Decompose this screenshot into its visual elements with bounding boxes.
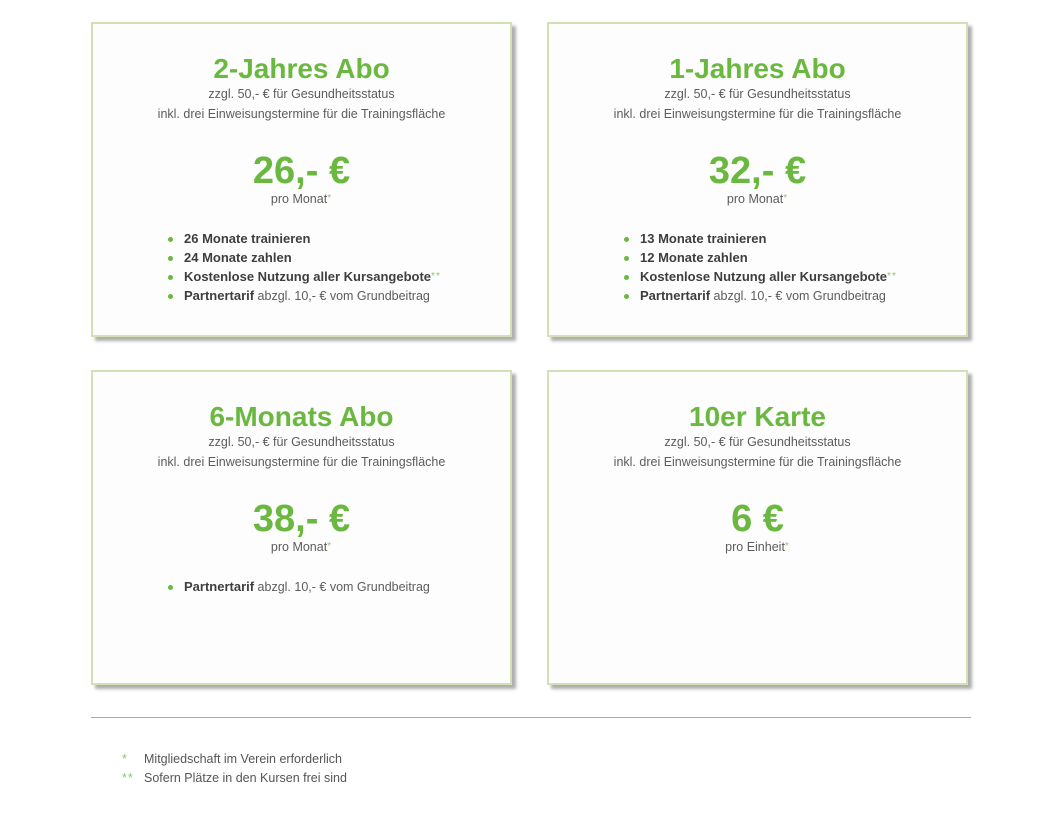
feature-list <box>624 229 897 306</box>
plan-title: 1-Jahres Abo <box>669 53 846 84</box>
bullet-icon <box>624 256 629 261</box>
feature-item <box>624 248 897 267</box>
plan-price: 6 € <box>731 498 784 540</box>
plan-price-unit <box>93 191 510 207</box>
plan-title: 6-Monats Abo <box>209 401 394 432</box>
bullet-icon <box>168 256 173 261</box>
footnote-mark: ** <box>122 771 134 785</box>
feature-item <box>624 267 897 286</box>
plan-fee-note: zzgl. 50,- € für Gesundheitsstatus <box>208 87 395 101</box>
plan-title: 10er Karte <box>689 401 826 432</box>
feature-bold: Kostenlose Nutzung aller Kursangebote <box>184 269 432 284</box>
footnote-mark: * <box>327 541 333 552</box>
feature-item <box>168 267 441 286</box>
feature-detail: abzgl. 10,- € vom Grundbeitrag <box>710 289 886 303</box>
footnote-mark: ** <box>887 271 897 282</box>
price-unit-text: pro Monat <box>270 192 328 206</box>
plan-included-note: inkl. drei Einweisungstermine für die Trainingsfläche <box>157 455 446 469</box>
footnote-course-availability <box>122 770 347 786</box>
footnote-mark: ** <box>431 271 441 282</box>
pricing-card-10er-karte <box>547 370 968 685</box>
plan-fee-note: zzgl. 50,- € für Gesundheitsstatus <box>664 435 851 449</box>
pricing-card-6-monats-abo <box>91 370 512 685</box>
feature-item <box>624 229 897 248</box>
bullet-icon <box>624 294 629 299</box>
plan-included-note: inkl. drei Einweisungstermine für die Trainingsfläche <box>157 107 446 121</box>
price-unit-text: pro Einheit <box>725 540 785 554</box>
feature-bold: 24 Monate zahlen <box>184 250 292 265</box>
plan-price-unit <box>549 539 966 555</box>
feature-item <box>624 286 897 306</box>
pricing-card-1-jahres-abo <box>547 22 968 337</box>
feature-bold: Kostenlose Nutzung aller Kursangebote <box>640 269 888 284</box>
feature-detail: abzgl. 10,- € vom Grundbeitrag <box>254 580 430 594</box>
feature-list <box>168 577 430 597</box>
plan-price-unit <box>93 539 510 555</box>
bullet-icon <box>168 275 173 280</box>
feature-bold: Partnertarif <box>184 579 255 594</box>
footnote-membership <box>122 751 342 767</box>
feature-bold: 12 Monate zahlen <box>640 250 748 265</box>
footnote-mark: * <box>327 193 333 204</box>
plan-price-unit <box>549 191 966 207</box>
feature-item <box>168 577 430 597</box>
plan-price: 38,- € <box>252 498 351 540</box>
footnote-mark: * <box>122 752 128 766</box>
pricing-card-2-jahres-abo <box>91 22 512 337</box>
feature-list <box>168 229 441 306</box>
bullet-icon <box>168 237 173 242</box>
plan-included-note: inkl. drei Einweisungstermine für die Trainingsfläche <box>613 455 902 469</box>
plan-fee-note: zzgl. 50,- € für Gesundheitsstatus <box>664 87 851 101</box>
price-unit-text: pro Monat <box>270 540 328 554</box>
feature-bold: 13 Monate trainieren <box>640 231 767 246</box>
plan-price: 32,- € <box>708 150 807 192</box>
footnote-text: Sofern Plätze in den Kursen frei sind <box>144 771 347 785</box>
footnote-mark: * <box>783 193 789 204</box>
plan-title: 2-Jahres Abo <box>213 53 390 84</box>
feature-item <box>168 248 441 267</box>
plan-price: 26,- € <box>252 150 351 192</box>
bullet-icon <box>168 585 173 590</box>
feature-bold: Partnertarif <box>640 288 711 303</box>
footnote-divider <box>91 717 971 718</box>
plan-included-note: inkl. drei Einweisungstermine für die Trainingsfläche <box>613 107 902 121</box>
feature-detail: abzgl. 10,- € vom Grundbeitrag <box>254 289 430 303</box>
price-unit-text: pro Monat <box>726 192 784 206</box>
feature-bold: 26 Monate trainieren <box>184 231 311 246</box>
footnote-text: Mitgliedschaft im Verein erforderlich <box>144 752 342 766</box>
bullet-icon <box>168 294 173 299</box>
feature-item <box>168 229 441 248</box>
feature-bold: Partnertarif <box>184 288 255 303</box>
bullet-icon <box>624 275 629 280</box>
footnote-mark: * <box>784 541 790 552</box>
bullet-icon <box>624 237 629 242</box>
feature-item <box>168 286 441 306</box>
plan-fee-note: zzgl. 50,- € für Gesundheitsstatus <box>208 435 395 449</box>
